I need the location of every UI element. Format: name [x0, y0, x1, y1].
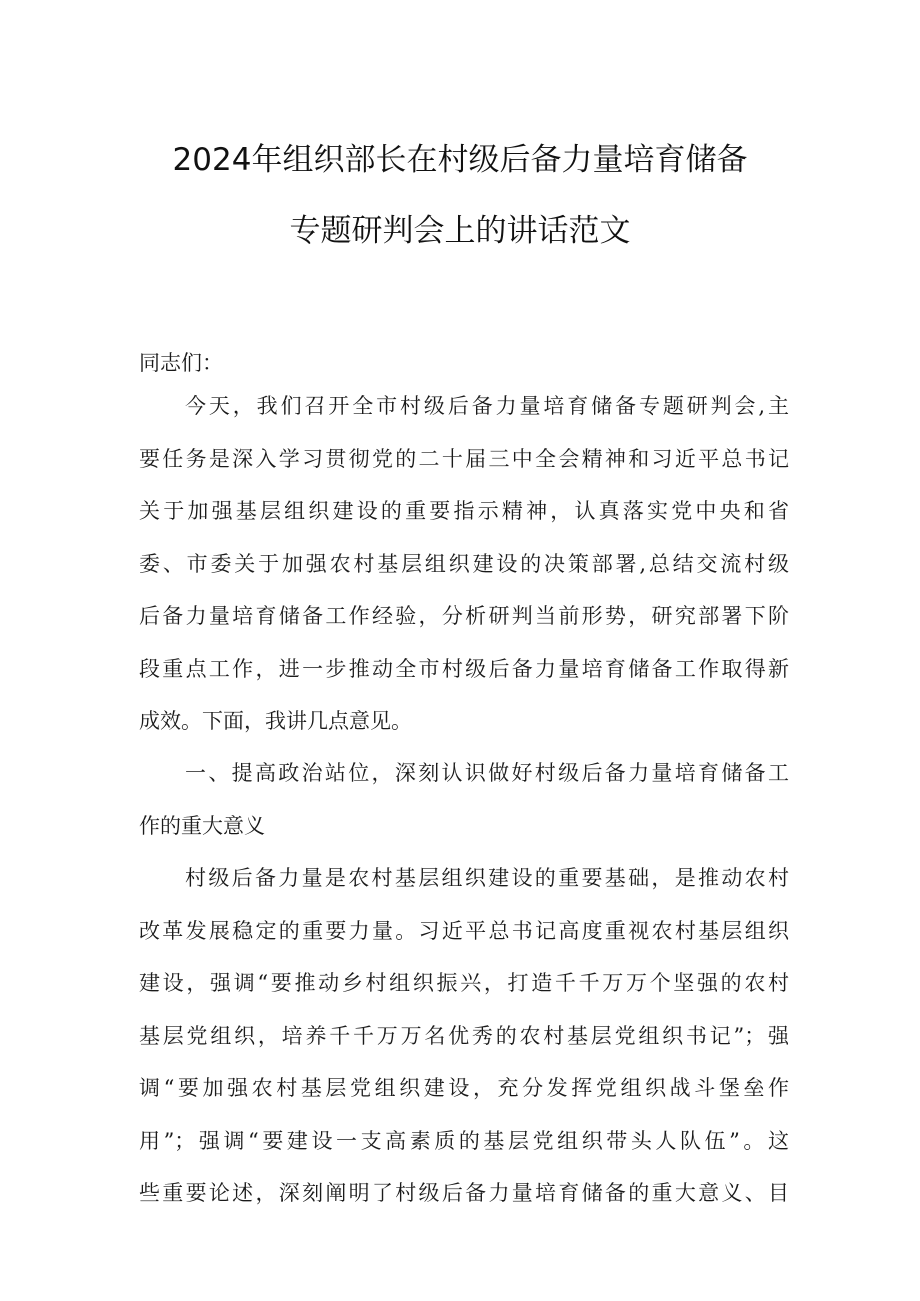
- paragraph-line: 村级后备力量是农村基层组织建设的重要基础，是推动农村: [185, 866, 789, 890]
- paragraph-intro: [139, 380, 789, 748]
- document-title-line-1: 2024年组织部长在村级后备力量培育储备: [172, 142, 748, 178]
- paragraph-line: 用”；强调“要建设一支高素质的基层党组织带头人队伍”。这: [139, 1128, 789, 1153]
- paragraph-line: 后备力量培育储备工作经验，分析研判当前形势，研究部署下阶: [139, 604, 789, 628]
- salutation-text: 同志们：: [139, 351, 223, 375]
- paragraph-line: 基层党组织，培养千千万万名优秀的农村基层党组织书记”；强: [139, 1023, 789, 1048]
- paragraph-line: 调“要加强农村基层党组织建设，充分发挥党组织战斗堡垒作: [139, 1076, 789, 1100]
- paragraph-line: 今天，我们召开全市村级后备力量培育储备专题研判会,主: [185, 394, 789, 418]
- section-heading-1: [139, 747, 789, 852]
- paragraph-line: 些重要论述，深刻阐明了村级后备力量培育储备的重大意义、目: [139, 1181, 789, 1205]
- paragraph-line: 成效。下面，我讲几点意见。: [139, 709, 412, 733]
- paragraph-line: 委、市委关于加强农村基层组织建设的决策部署,总结交流村级: [139, 551, 789, 576]
- paragraph-significance: [139, 852, 789, 1220]
- paragraph-line: 段重点工作，进一步推动全市村级后备力量培育储备工作取得新: [139, 656, 789, 681]
- paragraph-line: 改革发展稳定的重要力量。习近平总书记高度重视农村基层组织: [139, 918, 789, 943]
- paragraph-line: 要任务是深入学习贯彻党的二十届三中全会精神和习近平总书记: [139, 446, 789, 471]
- section-heading-line: 一、提高政治站位，深刻认识做好村级后备力量培育储备工: [185, 761, 789, 785]
- paragraph-line: 建设，强调“要推动乡村组织振兴，打造千千万万个坚强的农村: [139, 971, 789, 995]
- section-heading-line: 作的重大意义: [139, 813, 265, 838]
- paragraph-line: 关于加强基层组织建设的重要指示精神，认真落实党中央和省: [139, 499, 789, 523]
- document-title-line-2: 专题研判会上的讲话范文: [289, 213, 631, 249]
